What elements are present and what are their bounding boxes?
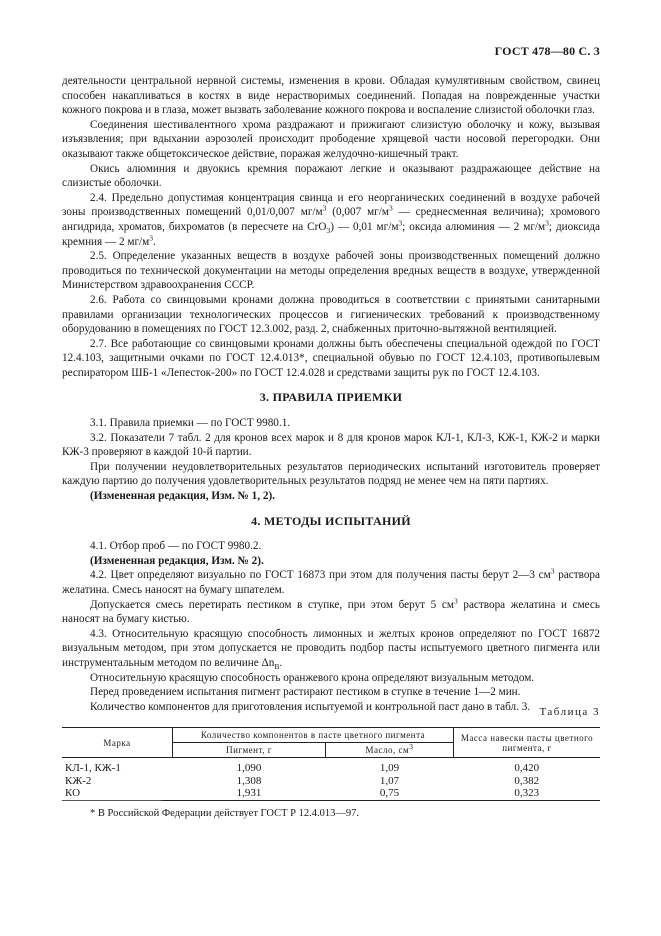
paragraph-4-2-continued: Допускается смесь перетирать пестиком в ступке, при этом берут 5 $см^3$ раствора желатина и смесь наносят на бумагу кистью.	[62, 595, 600, 626]
col-pigment-header: Пигмент, г	[173, 743, 326, 758]
paragraph-table-ref: Количество компонентов для приготовления испытуемой и контрольной паст дано в табл. 3.	[90, 700, 531, 713]
cell-oil: 1,07	[379, 774, 400, 787]
cell-pigment: 1,308	[236, 774, 262, 787]
paragraph-2-4: 2.4. Предельно допустимая концентрация свинца и его неорганических соединений в воздухе рабочей зоны производственных помещений 0,01/0,007 $мг/м^3$ (0,007 $мг/м^3$ — среднесменная величина); хромового ангидрида, хроматов, бихроматов (в пересчете на CrO$_3$) — 0,01 $мг/м^3$; оксида алюминия — 2 $мг/м^3$; диоксида кремния — 2 $мг/м^3$.	[62, 191, 600, 248]
paragraph-alumina: Окись алюминия и двуокись кремния поражают легкие и оказывают раздражающее действие на слизистые оболочки.	[62, 162, 600, 190]
col-oil-header: Масло, $см^3$	[326, 743, 454, 758]
paragraph-4-3: 4.3. Относительную красящую способность лимонных и желтых кронов определяют по ГОСТ 16872 визуальным методом, при этом допускается не проводить подбор пасты испытуемого цветного пигмента или инструментальным методом по величине $\Delta n_B$.	[62, 627, 600, 672]
table-3-label: Таблица 3	[539, 706, 600, 718]
table-row	[62, 758, 600, 775]
paragraph-2-5: 2.5. Определение указанных веществ в воздухе рабочей зоны производственных помещений должно проводиться по технической документации на методы определения вредных веществ в воздухе, утвержденной Министерством здравоохранения СССР.	[62, 250, 600, 292]
paragraph-4-1: 4.1. Отбор проб — по ГОСТ 9980.2.	[90, 540, 262, 553]
cell-mark: КЛ-1, КЖ-1	[65, 762, 121, 774]
paragraph-lead: деятельности центральной нервной системы, изменения в крови. Обладая кумулятивным свойством, свинец способен накапливаться в костях в виде нерастворимых соединений. Попадая на поврежденные участки кожного покрова и в глаза, может вызвать заболевание кожного покрова и воспаление слизистой оболочки глаз.	[62, 75, 600, 117]
footnote: * В Российской Федерации действует ГОСТ Р 12.4.013—97.	[90, 808, 359, 819]
col-mark-header: Марка	[62, 728, 173, 758]
cell-mass: 0,420	[514, 762, 540, 774]
section-4-title: 4. МЕТОДЫ ИСПЫТАНИЙ	[251, 513, 411, 528]
edit-note-3: (Измененная редакция, Изм. № 1, 2).	[90, 490, 275, 503]
table-3	[62, 727, 600, 801]
paragraph-3-1: 3.1. Правила приемки — по ГОСТ 9980.1.	[90, 417, 291, 430]
page-header: ГОСТ 478—80 С. 3	[494, 44, 600, 58]
table-row	[62, 775, 600, 788]
paragraph-4-2: 4.2. Цвет определяют визуально по ГОСТ 16873 при этом для получения пасты берут 2—3 $см^3$ раствора желатина. Смесь наносят на бумагу шпателем.	[62, 566, 600, 596]
cell-mass: 0,323	[454, 787, 601, 800]
paragraph-chromium: Соединения шестивалентного хрома раздражают и прижигают слизистую оболочку и кожу, вызывая изъязвления; при вдыхании аэрозолей происходит прободение хрящевой части носовой перегородки. Они оказывают также общетоксическое действие, поражая желудочно-кишечный тракт.	[62, 118, 600, 160]
cell-oil: 1,09	[379, 762, 400, 774]
cell-mass: 0,382	[514, 774, 540, 787]
paragraph-2-7: 2.7. Все работающие со свинцовыми кронами должны быть обеспечены специальной одеждой по ГОСТ 12.4.103, защитными очками по ГОСТ 12.4.013*, специальной обувью по ГОСТ 12.4.103, противопылевым респиратором ШБ-1 «Лепесток-200» по ГОСТ 12.4.028 и средствами защиты рук по ГОСТ 12.4.103.	[62, 337, 600, 379]
cell-pigment: 1,931	[173, 787, 326, 800]
paragraph-2-6: 2.6. Работа со свинцовыми кронами должна проводиться в соответствии с принятыми санитарными правилами организации технологических процессов и гигиенических требований к производственному оборудованию в помещениях по ГОСТ 12.3.002, разд. 2, снабженных приточно-вытяжной вентиляцией.	[62, 293, 600, 336]
cell-mark: КЖ-2	[65, 774, 92, 787]
paragraph-orange-crown: Относительную красящую способность оранжевого крона определяют визуальным методом.	[90, 671, 535, 684]
paragraph-grinding: Перед проведением испытания пигмент растирают пестиком в ступке в течение 1—2 мин.	[90, 686, 521, 699]
cell-oil: 0,75	[326, 787, 454, 800]
edit-note-4: (Измененная редакция, Изм. № 2).	[90, 554, 264, 567]
table-row	[62, 787, 600, 800]
col-mass-header: Масса навески пасты цветного пигмента, г	[454, 728, 601, 758]
footnote-divider	[62, 800, 162, 801]
cell-pigment: 1,090	[236, 762, 262, 774]
paragraph-3-2-continued: При получении неудовлетворительных результатов периодических испытаний изготовитель проверяет каждую партию до получения удовлетворительных результатов подряд не менее чем на пяти партиях.	[62, 460, 600, 488]
col-group-header: Количество компонентов в пасте цветного пигмента	[173, 728, 454, 743]
section-3-title: 3. ПРАВИЛА ПРИЕМКИ	[259, 390, 403, 405]
paragraph-3-2: 3.2. Показатели 7 табл. 2 для кронов всех марок и 8 для кронов марок КЛ-1, КЛ-3, КЖ-1, КЖ-2 и марки КЖ-3 проверяют в каждой 10-й партии.	[62, 431, 600, 459]
cell-mark: КО	[62, 787, 173, 800]
document-body	[62, 74, 600, 714]
